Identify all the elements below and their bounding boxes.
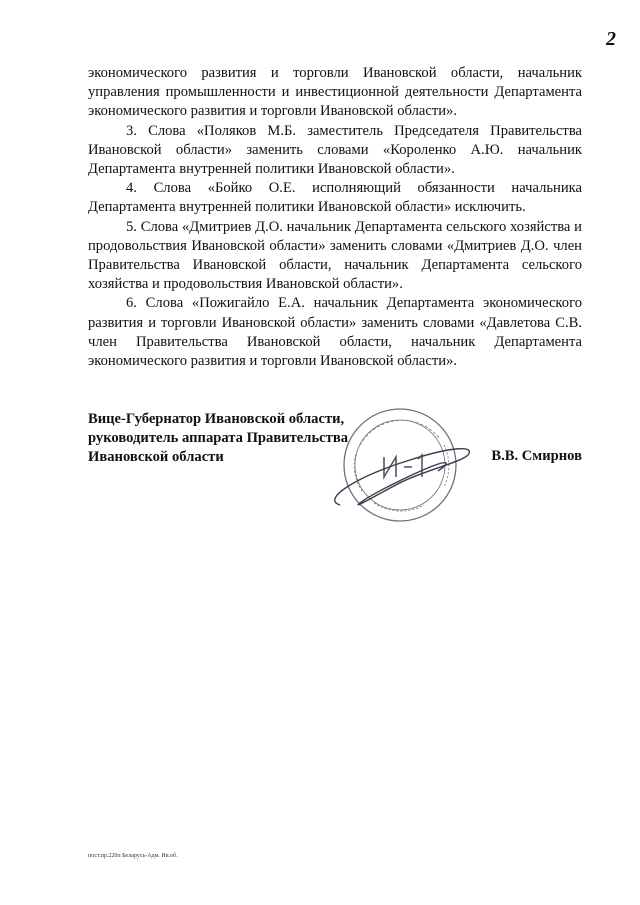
signer-title-line-1: Вице-Губернатор Ивановской области, xyxy=(88,411,345,427)
page-number: 2 xyxy=(606,28,616,50)
footer-note: пост.пр.220п Беларусь-Адм. Ив.об. xyxy=(88,853,178,859)
signer-name: В.В. Смирнов xyxy=(491,448,582,464)
paragraph-item-3: 3. Слова «Поляков М.Б. заместитель Председателя Правительства Ивановской области» заменить словами «Короленко А.Ю. начальник Департамента внутренней политики Ивановской области». xyxy=(88,122,582,178)
paragraph-item-6: 6. Слова «Пожигайло Е.А. начальник Департамента экономического развития и торговли Ивановской области» заменить словами «Давлетова С.В. член Правительства Ивановской области, начальник Департамента экономического развития и торговли Ивановской области». xyxy=(88,295,582,370)
paragraph-item-4: 4. Слова «Бойко О.Е. исполняющий обязанности начальника Департамента внутренней политики Ивановской области» исключить. xyxy=(88,180,582,216)
document-body xyxy=(88,64,582,371)
paragraph-item-5: 5. Слова «Дмитриев Д.О. начальник Департамента сельского хозяйства и продовольствия Ивановской области» заменить словами «Дмитриев Д.О. член Правительства Ивановской области, начальник Департамента сельского хозяйства и продовольствия Ивановской области». xyxy=(88,218,582,293)
handwritten-signature xyxy=(335,449,470,505)
signer-title-line-2: руководитель аппарата Правительства xyxy=(88,430,348,447)
signer-title-line-3: Ивановской области xyxy=(88,449,224,466)
official-seal-stamp xyxy=(300,405,480,525)
paragraph-continuation: экономического развития и торговли Ивановской области, начальник управления промышленности и инвестиционной деятельности Департамента экономического развития и торговли Ивановской области». xyxy=(88,65,582,120)
